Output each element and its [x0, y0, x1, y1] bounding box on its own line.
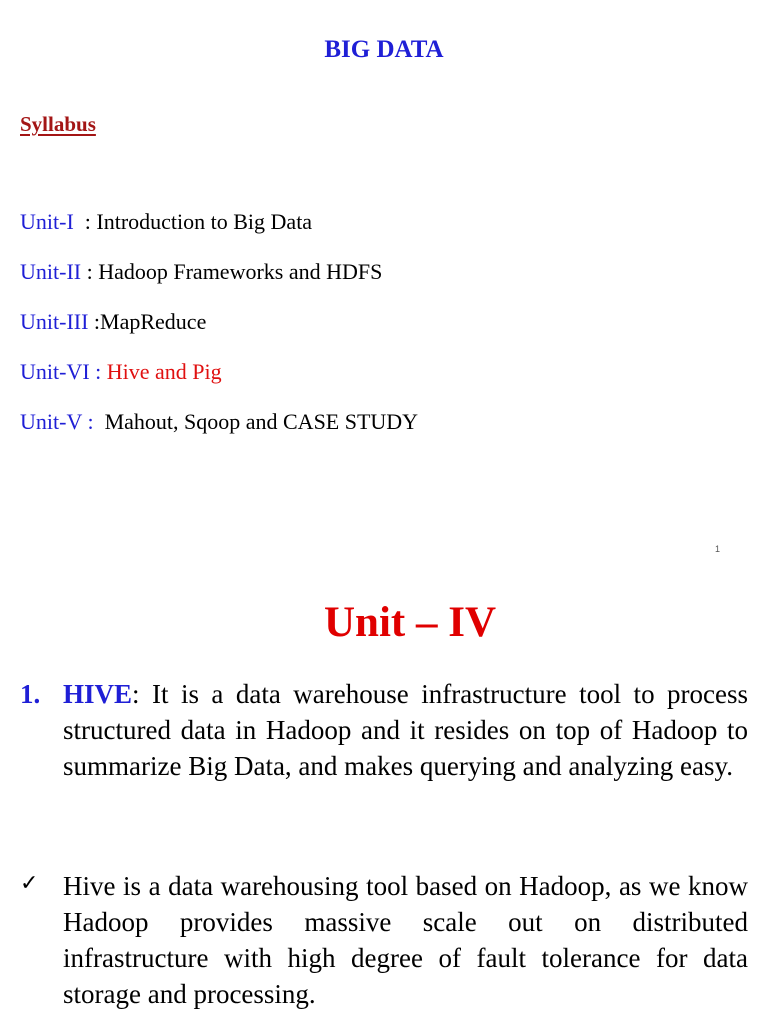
unit-description: Hive and Pig: [106, 359, 222, 384]
unit-separator: :: [89, 359, 107, 384]
slide-unit-iv: [0, 576, 768, 1024]
item-number: 1.: [20, 679, 41, 709]
page-title: BIG DATA: [324, 36, 444, 63]
unit-separator: :: [81, 409, 105, 434]
bullet-text: Hive is a data warehousing tool based on Hadoop, as we know Hadoop provides massive scale out on distributed infrastructure with high degree of fault tolerance for data storage and processing.: [63, 871, 748, 1009]
unit-label: Unit-II: [20, 259, 82, 284]
unit-list-item: [20, 259, 382, 285]
unit-label: Unit-III: [20, 309, 89, 334]
unit-description: Introduction to Big Data: [96, 209, 313, 234]
unit-label: Unit-VI: [20, 359, 90, 384]
item-body: [63, 676, 748, 784]
item-text: : It is a data warehouse infrastructure tool to process structured data in Hadoop and it resides on top of Hadoop to summarize Big Data, and makes querying and analyzing easy.: [63, 679, 748, 781]
unit-description: MapReduce: [100, 309, 207, 334]
unit-list-item: [20, 209, 312, 235]
unit-separator: :: [73, 209, 97, 234]
unit-list-item: [20, 409, 418, 435]
syllabus-heading: Syllabus: [20, 112, 96, 136]
page-number: 1: [715, 544, 721, 554]
unit-separator: :: [88, 309, 101, 334]
term-hive: HIVE: [63, 679, 133, 709]
unit-heading: Unit – IV: [323, 599, 497, 646]
unit-list-item: [20, 309, 206, 335]
checkmark-icon: ✓: [20, 871, 39, 896]
unit-label: Unit-I: [20, 209, 74, 234]
unit-list-item: [20, 359, 222, 385]
unit-description: Mahout, Sqoop and CASE STUDY: [104, 409, 419, 434]
unit-label: Unit-V: [20, 409, 82, 434]
unit-description: Hadoop Frameworks and HDFS: [98, 259, 383, 284]
unit-separator: :: [81, 259, 99, 284]
numbered-list-item: [20, 676, 748, 784]
bullet-item: [20, 868, 748, 1012]
